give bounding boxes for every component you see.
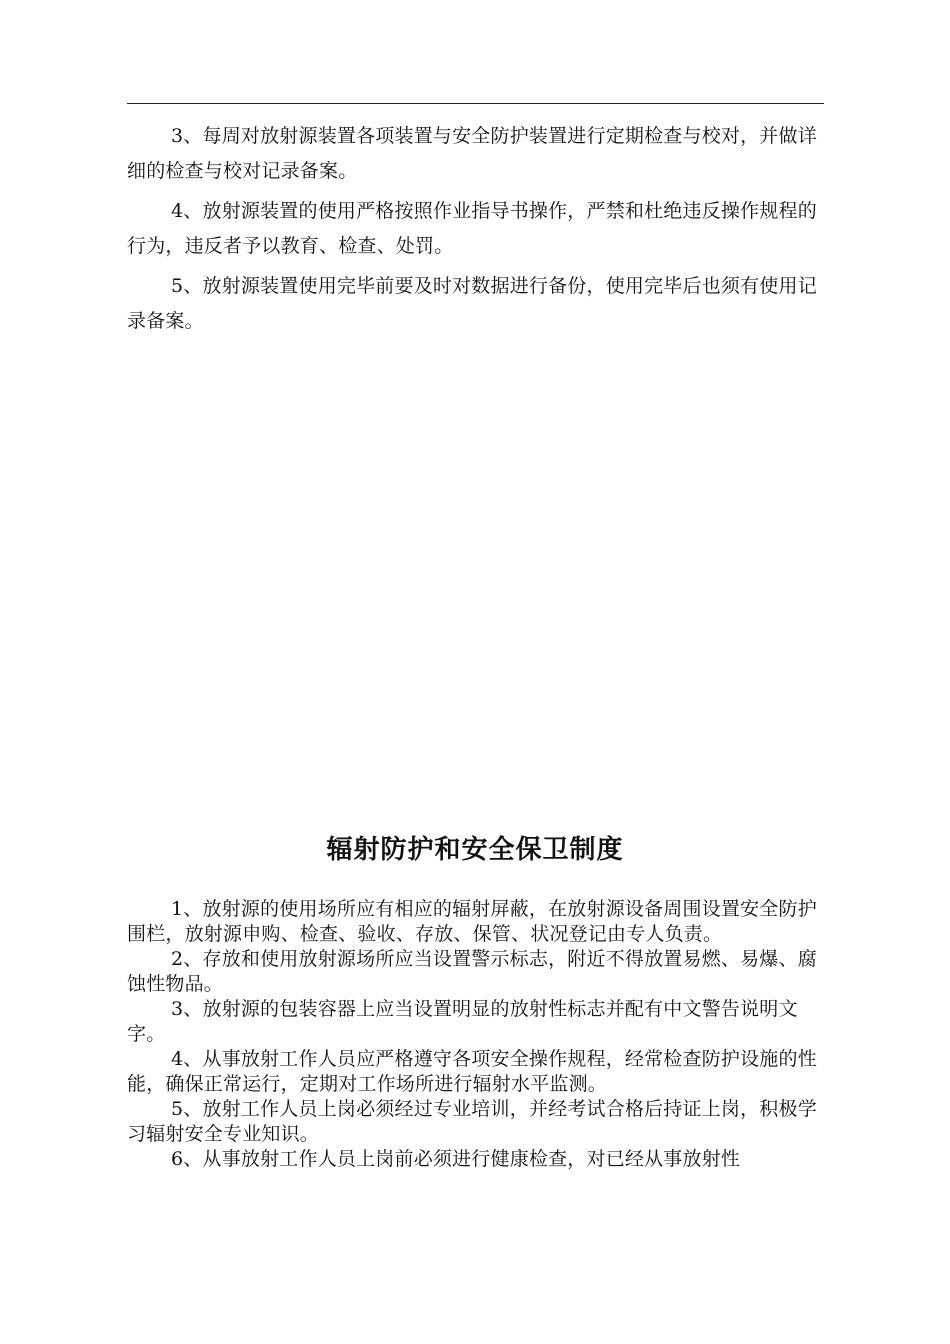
paragraph-item-4: 4、放射源装置的使用严格按照作业指导书操作，严禁和杜绝违反操作规程的行为，违反者予以教育、检查、处罚。	[127, 200, 817, 257]
previous-section-continuation	[127, 119, 831, 344]
header-rule	[127, 103, 824, 104]
regulation-item-1: 1、放射源的使用场所应有相应的辐射屏蔽，在放射源设备周围设置安全防护围栏，放射源申购、检查、验收、存放、保管、状况登记由专人负责。	[127, 898, 817, 945]
regulation-item-3: 3、放射源的包装容器上应当设置明显的放射性标志并配有中文警告说明文字。	[127, 998, 798, 1045]
regulation-item-4: 4、从事放射工作人员应严格遵守各项安全操作规程，经常检查防护设施的性能，确保正常运行，定期对工作场所进行辐射水平监测。	[127, 1048, 817, 1095]
regulation-item-5: 5、放射工作人员上岗必须经过专业培训，并经考试合格后持证上岗，积极学习辐射安全专业知识。	[127, 1098, 817, 1145]
regulation-item-2: 2、存放和使用放射源场所应当设置警示标志，附近不得放置易燃、易爆、腐蚀性物品。	[127, 948, 817, 995]
paragraph-item-5: 5、放射源装置使用完毕前要及时对数据进行备份，使用完毕后也须有使用记录备案。	[127, 275, 817, 332]
regulation-item-6: 6、从事放射工作人员上岗前必须进行健康检查，对已经从事放射性	[171, 1148, 741, 1170]
regulation-list	[127, 897, 831, 1172]
paragraph-item-3: 3、每周对放射源装置各项装置与安全防护装置进行定期检查与校对，并做详细的检查与校对记录备案。	[127, 125, 817, 182]
document-title: 辐射防护和安全保卫制度	[326, 835, 624, 865]
